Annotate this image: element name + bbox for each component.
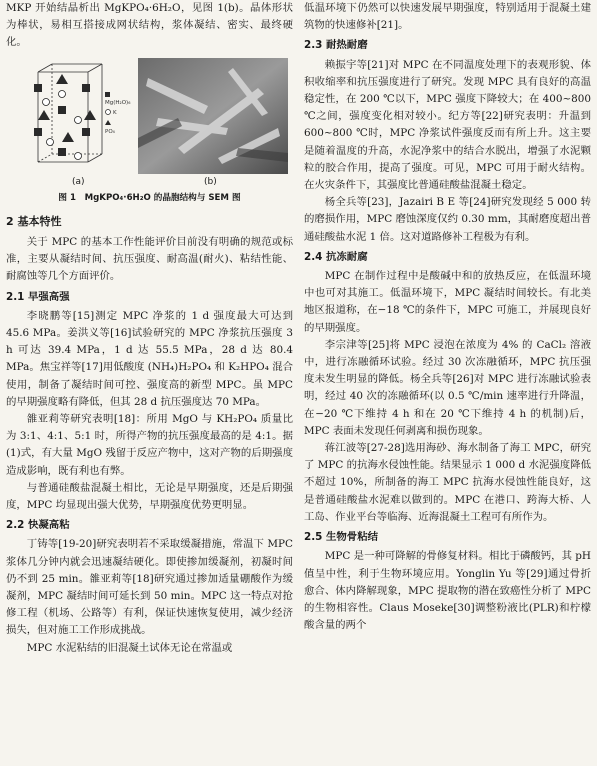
legend-label-po4: PO₄ — [105, 128, 115, 135]
sem-image — [138, 58, 288, 174]
subsection-heading-2-5: 2.5 生物骨粘结 — [304, 531, 378, 544]
left-paragraph-3: 雒亚莉等研究表明[18]：所用 MgO 与 KH₂PO₄ 质量比为 3:1、4:1、5:1 时，所得产物的抗压强度最高的是 4:1。据(1)式，有大量 MgO 残留于反应产物中，这对产物的后期强度造成影响，既有利也有弊。 — [6, 413, 293, 477]
subsection-heading-2-2: 2.2 快凝高粘 — [6, 519, 70, 532]
right-paragraph-0: 低温环境下仍然可以快速发展早期强度，特别适用于混凝土建筑物的快速修补[21]。 — [304, 2, 591, 32]
crystal-structure-diagram — [28, 62, 131, 172]
right-paragraph-5: 蒋江波等[27-28]选用海砂、海水制备了海工 MPC，研究了 MPC 的抗海水侵蚀性能。结果显示 1 000 d 水泥强度降低不超过 10%，所制备的海工 MPC 抗海水侵蚀性能良好，这是普通硅酸盐水泥难以做到的。MPC 在港口、跨海大桥、人工岛、作业平台等临海、近海混凝土工程可有所作为。 — [304, 442, 591, 523]
subsection-heading-2-3: 2.3 耐热耐磨 — [304, 39, 368, 52]
figure-caption: 图 1 MgKPO₄·6H₂O 的晶胞结构与 SEM 图 — [58, 192, 241, 203]
left-paragraph-1: 关于 MPC 的基本工作性能评价目前没有明确的规范或标准，主要从凝结时间、抗压强度、耐高温(耐火)、粘结性能、耐腐蚀等几个方面评价。 — [6, 236, 293, 283]
subfigure-label-b: (b) — [204, 176, 217, 187]
left-paragraph-0: MKP 开始结晶析出 MgKPO₄·6H₂O，见图 1(b)。晶体形状为棒状，易相互搭接成网状结构，浆体凝结、密实、最终硬化。 — [6, 2, 293, 49]
right-column — [304, 0, 591, 634]
subsection-heading-2-1: 2.1 早强高强 — [6, 290, 70, 303]
subfigure-label-a: (a) — [72, 176, 85, 187]
left-column — [6, 0, 293, 657]
left-paragraph-5: 丁铸等[19-20]研究表明若不采取缓凝措施，常温下 MPC 浆体几分钟内就会迅速凝结硬化。即使掺加缓凝剂，初凝时间仍不到 25 min。雒亚莉等[18]研究通过掺加适量硼酸作为缓凝剂，MPC 凝结时间可延长到 50 min。MPC 这一特点对抢修工程（机场、公路等）有利，保证快速恢复使用，减少经济损失，但对施工工作形成挑战。 — [6, 538, 293, 637]
left-paragraph-4: 与普通硅酸盐混凝土相比，无论是早期强度，还是后期强度，MPC 均显现出强大优势，早期强度优势更明显。 — [6, 481, 293, 512]
legend-label-k: K — [113, 109, 117, 116]
right-paragraph-2: 杨全兵等[23]，Jazairi B E 等[24]研究发现经 5 000 转的磨损作用，MPC 磨蚀深度仅约 0.30 mm，其耐磨度超出普通硅酸盐水泥 1 倍。这对道路修补工程极为有利。 — [304, 196, 591, 243]
left-paragraph-2: 李晓鹏等[15]测定 MPC 净浆的 1 d 强度最大可达到 45.6 MPa。姜洪义等[16]试验研究的 MPC 净浆抗压强度 3 h 可达 39.4 MPa，1 d 达 55.5 MPa，28 d 达 80.4 MPa。焦宝祥等[17]用低酸度 (NH₄)H₂PO₄ 和 K₂HPO₄ 混合使用，制备了凝结时间可控、强度高的新型 MPC。虽 MPC 的早期强度略有降低，但其 28 d 抗压强度达 70 MPa。 — [6, 309, 293, 408]
legend-label-mg: Mg(H₂O)₆ — [105, 99, 131, 106]
right-paragraph-6: MPC 是一种可降解的骨修复材料。相比于磷酸钙，其 pH 值呈中性，利于生物环境应用。Yonglin Yu 等[29]通过骨折愈合、体内降解现象，MPC 提取物的潜在致癌性分析了 MPC 的生物相容性。Claus Moseke[30]调整粉液比(PLR)和柠檬酸含量的两个 — [304, 550, 591, 632]
figure-1 — [6, 58, 293, 188]
right-paragraph-1: 赖振宇等[21]对 MPC 在不同温度处理下的表观形貌、体积收缩率和抗压强度进行了研究。发现 MPC 具有良好的高温稳定性，在 200 ℃以下，MPC 强度下降较大；在 400~800 ℃之间，强度变化相对较小。纪方等[22]研究表明：升温到 600~800 ℃时，MPC 净浆试件强度反而有所上升。这主要是随着温度的升高，水泥净浆中的结合水脱出，增强了水泥颗粒的胶合作用，提高了强度。可见，MPC 可用于耐火结构。在火灾条件下，其强度比普通硅酸盐混凝土稳定。 — [304, 58, 591, 192]
section-heading-2: 2 基本特性 — [6, 214, 62, 228]
left-paragraph-6: MPC 水泥粘结的旧混凝土试体无论在常温或 — [26, 641, 233, 654]
right-paragraph-4: 李宗津等[25]将 MPC 浸泡在浓度为 4% 的 CaCl₂ 溶液中，进行冻融循环试验。经过 30 次冻融循环，MPC 抗压强度未发生明显的降低。杨全兵等[26]对 MPC 进行冻融试验表明，经过 40 次的冻融循环(以 0.5 ℃/min 速率进行升降温，在−20 ℃下维持 4 h 和在 20 ℃下维持 4 h 的机制)后，MPC 表面未发现任何剥离和损伤现象。 — [304, 338, 591, 437]
subsection-heading-2-4: 2.4 抗冻耐腐 — [304, 250, 368, 263]
right-paragraph-3: MPC 在制作过程中是酸碱中和的放热反应，在低温环境中也可对其施工。低温环境下，MPC 凝结时间较长。有北美地区报道称，在−18 ℃的条件下，MPC 可施工，并展现良好的早期强度。 — [304, 270, 591, 334]
